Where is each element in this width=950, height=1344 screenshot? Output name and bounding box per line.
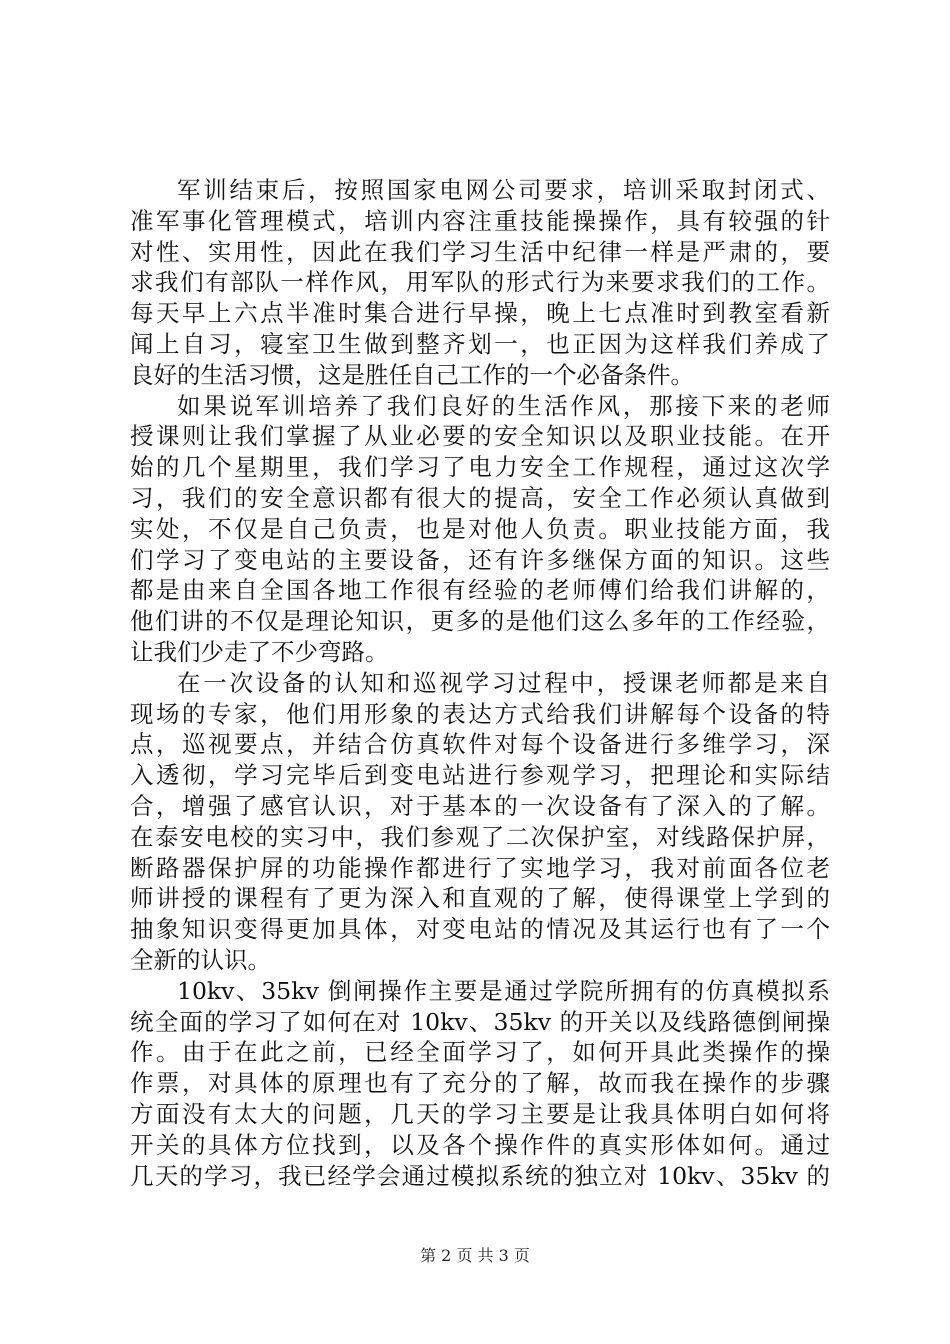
text-line: 如果说军训培养了我们良好的生活作风，那接下来的老师 — [177, 391, 830, 420]
text-line: 几天的学习，我已经学会通过模拟系统的独立对 10kv、35kv 的 — [130, 1161, 830, 1190]
text-line: 对性、实用性，因此在我们学习生活中纪律一样是严肃的，要 — [130, 237, 830, 266]
text-line: 方面没有太大的问题，几天的学习主要是让我具体明白如何将 — [130, 1100, 830, 1128]
text-line: 授课则让我们掌握了从业必要的安全知识以及职业技能。在开 — [130, 422, 830, 451]
text-line: 在一次设备的认知和巡视学习过程中，授课老师都是来自 — [177, 668, 830, 697]
text-line: 抽象知识变得更加具体，对变电站的情况及其运行也有了一个 — [130, 915, 830, 944]
text-line: 实处，不仅是自己负责，也是对他人负责。职业技能方面，我 — [130, 514, 830, 543]
page-footer: 第 2 页 共 3 页 — [420, 1246, 530, 1265]
text-line: 让我们少走了不少弯路。 — [130, 638, 389, 666]
text-line: 他们讲的不仅是理论知识，更多的是他们这么多年的工作经验， — [130, 607, 830, 636]
text-line: 习，我们的安全意识都有很大的提高，安全工作必须认真做到 — [130, 484, 830, 512]
text-line: 合，增强了感官认识，对于基本的一次设备有了深入的了解。 — [130, 792, 830, 820]
text-line: 求我们有部队一样作风，用军队的形式行为来要求我们的工作。 — [130, 268, 830, 297]
text-line: 10kv、35kv 倒闸操作主要是通过学院所拥有的仿真模拟系 — [177, 976, 830, 1005]
text-line: 军训结束后，按照国家电网公司要求，培训采取封闭式、 — [177, 176, 830, 204]
text-line: 开关的具体方位找到，以及各个操作件的真实形体如何。通过 — [130, 1130, 830, 1159]
text-line: 良好的生活习惯，这是胜任自己工作的一个必备条件。 — [130, 360, 694, 389]
text-line: 闻上自习，寝室卫生做到整齐划一，也正因为这样我们养成了 — [130, 330, 830, 358]
text-line: 师讲授的课程有了更为深入和直观的了解，使得课堂上学到的 — [130, 884, 830, 913]
text-line: 点，巡视要点，并结合仿真软件对每个设备进行多维学习，深 — [130, 730, 830, 759]
text-line: 断路器保护屏的功能操作都进行了实地学习，我对前面各位老 — [130, 853, 830, 882]
text-line: 在泰安电校的实习中，我们参观了二次保护室，对线路保护屏， — [130, 822, 830, 851]
text-line: 入透彻，学习完毕后到变电站进行参观学习，把理论和实际结 — [130, 761, 830, 790]
text-line: 都是由来自全国各地工作很有经验的老师傅们给我们讲解的， — [130, 576, 830, 605]
text-line: 作。由于在此之前，已经全面学习了，如何开具此类操作的操 — [130, 1038, 830, 1067]
text-line: 始的几个星期里，我们学习了电力安全工作规程，通过这次学 — [130, 453, 830, 482]
text-line: 统全面的学习了如何在对 10kv、35kv 的开关以及线路德倒闸操 — [130, 1007, 830, 1036]
text-line: 准军事化管理模式，培训内容注重技能操操作，具有较强的针 — [130, 206, 830, 235]
text-line: 们学习了变电站的主要设备，还有许多继保方面的知识。这些 — [130, 545, 830, 574]
text-line: 全新的认识。 — [130, 946, 271, 974]
text-line: 作票，对具体的原理也有了充分的了解，故而我在操作的步骤 — [130, 1069, 830, 1098]
text-line: 每天早上六点半准时集合进行早操，晚上七点准时到教室看新 — [130, 299, 830, 328]
text-line: 现场的专家，他们用形象的表达方式给我们讲解每个设备的特 — [130, 699, 830, 728]
